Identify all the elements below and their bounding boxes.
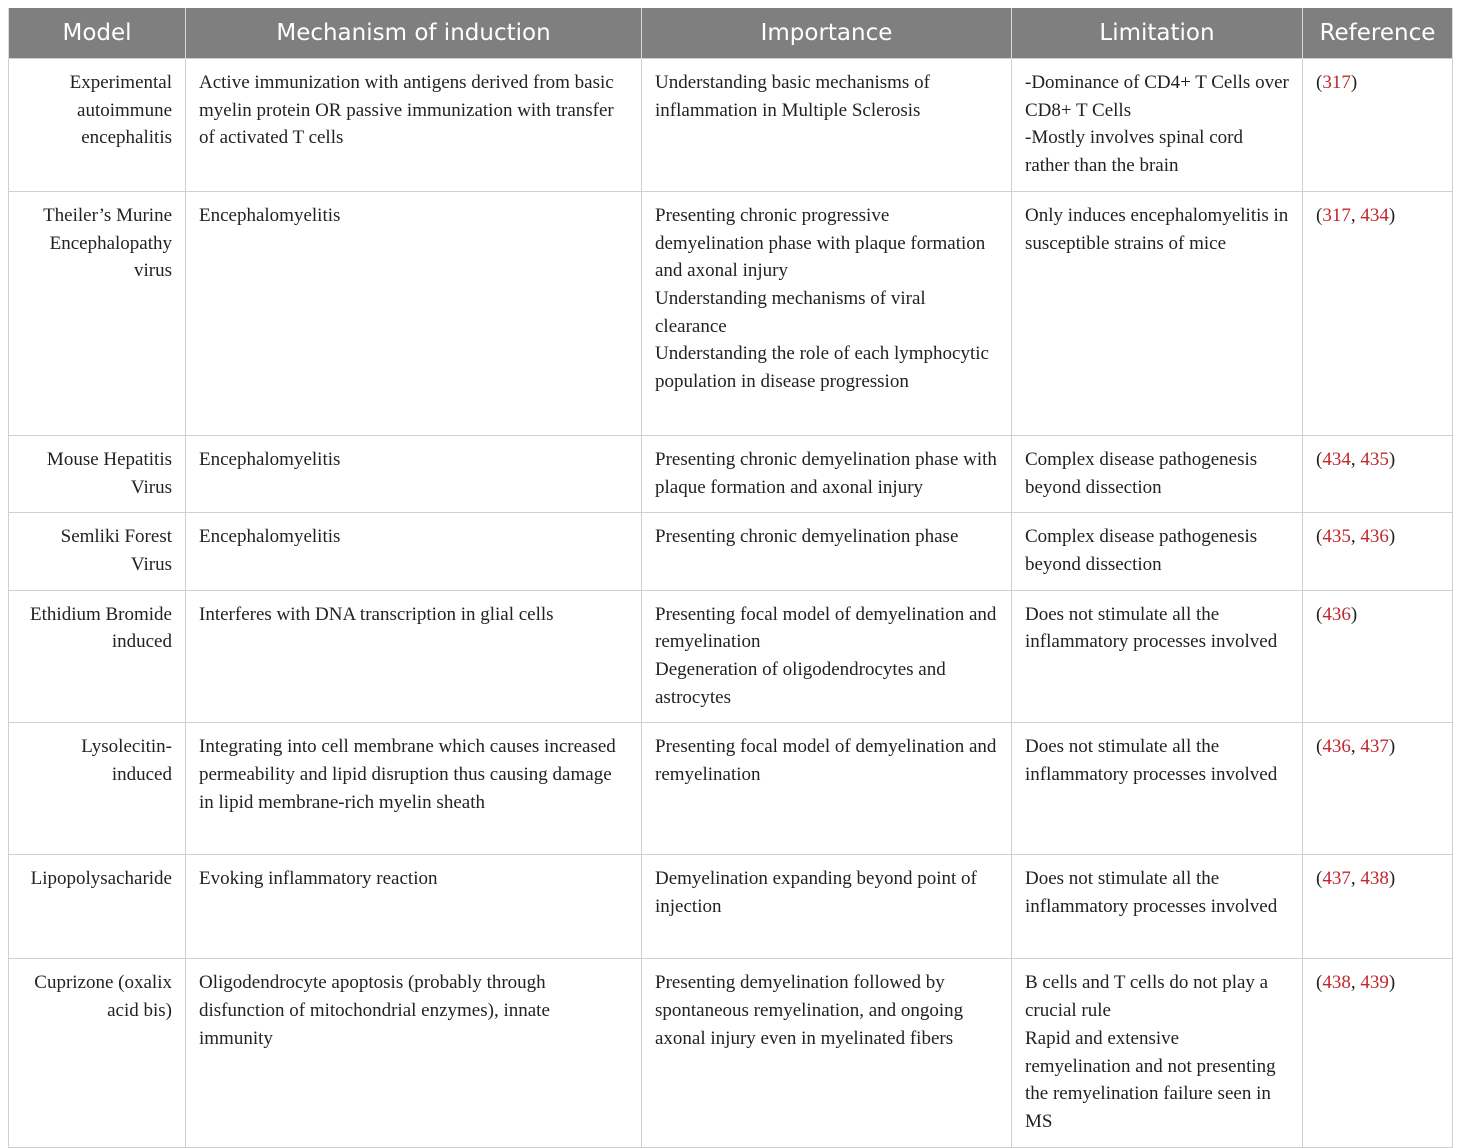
reference-cell: [1303, 959, 1453, 1147]
mechanism-list: [199, 733, 628, 816]
importance-list: [655, 523, 998, 551]
reference-cell: [1303, 435, 1453, 512]
ref-paren-open: (: [1316, 603, 1323, 625]
header-limitation: Limitation: [1012, 8, 1303, 59]
ref-paren-close: ): [1388, 736, 1396, 758]
limitation-cell: [1012, 723, 1303, 855]
reference-link[interactable]: 317: [1322, 72, 1351, 93]
table-row: [9, 59, 1453, 192]
limitation-cell: [1012, 191, 1303, 435]
reference-cell: [1303, 590, 1453, 723]
importance-cell: [642, 435, 1012, 512]
importance-line: Presenting chronic demyelination phase: [655, 526, 959, 548]
mechanism-cell: [186, 590, 642, 723]
importance-cell: [642, 959, 1012, 1147]
reference-cell: [1303, 723, 1453, 855]
importance-list: [655, 969, 998, 1052]
mechanism-line: Evoking inflammatory reaction: [199, 868, 438, 890]
header-mechanism: Mechanism of induction: [186, 8, 642, 59]
mechanism-list: [199, 446, 628, 474]
limitation-line: Complex disease pathogenesis beyond dissection: [1025, 526, 1258, 575]
model-cell: Semliki Forest Virus: [9, 513, 186, 590]
ref-paren-close: ): [1388, 868, 1396, 890]
mechanism-cell: [186, 59, 642, 192]
limitation-list: [1025, 446, 1289, 501]
model-cell: Lysolecitin-induced: [9, 723, 186, 855]
limitation-list: [1025, 733, 1289, 788]
importance-line: Presenting focal model of demyelination and remyelination: [655, 603, 997, 653]
header-reference: Reference: [1303, 8, 1453, 59]
mechanism-list: [199, 202, 628, 230]
ref-separator: ,: [1350, 972, 1361, 994]
mechanism-cell: [186, 723, 642, 855]
table-row: [9, 855, 1453, 959]
ref-paren-close: ): [1350, 72, 1358, 93]
ref-paren-close: ): [1388, 972, 1396, 994]
limitation-list: [1025, 69, 1289, 180]
reference-link[interactable]: 438: [1360, 868, 1389, 890]
importance-line: Presenting chronic demyelination phase with plaque formation and axonal injury: [655, 448, 997, 498]
limitation-line: Does not stimulate all the inflammatory processes involved: [1025, 603, 1278, 653]
mechanism-cell: [186, 855, 642, 959]
mechanism-line: Interferes with DNA transcription in glial cells: [199, 603, 554, 625]
importance-cell: [642, 59, 1012, 192]
importance-list: [655, 865, 998, 920]
table-row: [9, 959, 1453, 1147]
reference-link[interactable]: 317: [1322, 204, 1351, 226]
limitation-line: B cells and T cells do not play a crucial rule: [1025, 972, 1269, 1022]
limitation-line: -Mostly involves spinal cord rather than the brain: [1025, 127, 1243, 177]
reference-link[interactable]: 436: [1322, 736, 1351, 758]
model-cell: Ethidium Bromide induced: [9, 590, 186, 723]
importance-list: [655, 202, 998, 396]
mechanism-list: [199, 865, 628, 893]
ref-paren-close: ): [1388, 448, 1396, 470]
mechanism-cell: [186, 191, 642, 435]
ref-paren-open: (: [1316, 448, 1323, 470]
reference-link[interactable]: 434: [1322, 448, 1351, 470]
importance-line: Degeneration of oligodendrocytes and astrocytes: [655, 659, 946, 708]
models-table: [8, 8, 1453, 1148]
model-cell: Theiler’s Murine Encephalopathy virus: [9, 191, 186, 435]
ref-paren-open: (: [1316, 736, 1323, 758]
limitation-line: Rapid and extensive remyelination and not presenting the remyelination failure seen in MS: [1025, 1027, 1276, 1132]
ref-paren-open: (: [1316, 972, 1323, 994]
mechanism-line: Oligodendrocyte apoptosis (probably through disfunction of mitochondrial enzymes), innate immunity: [199, 972, 550, 1049]
model-cell: Experimental autoimmune encephalitis: [9, 59, 186, 192]
reference-link[interactable]: 436: [1360, 526, 1389, 548]
reference-link[interactable]: 439: [1360, 972, 1389, 994]
mechanism-cell: [186, 959, 642, 1147]
table-container: [8, 8, 1452, 1148]
importance-cell: [642, 723, 1012, 855]
reference-link[interactable]: 435: [1322, 526, 1351, 548]
reference-link[interactable]: 437: [1322, 868, 1351, 890]
reference-cell: [1303, 191, 1453, 435]
table-row: [9, 590, 1453, 723]
importance-line: Understanding mechanisms of viral clearance: [655, 287, 926, 337]
importance-line: Demyelination expanding beyond point of injection: [655, 868, 977, 918]
table-row: [9, 191, 1453, 435]
header-model: Model: [9, 8, 186, 59]
limitation-line: Only induces encephalomyelitis in susceptible strains of mice: [1025, 204, 1289, 254]
table-row: [9, 435, 1453, 512]
limitation-cell: [1012, 855, 1303, 959]
limitation-list: [1025, 969, 1289, 1135]
ref-separator: ,: [1350, 448, 1361, 470]
reference-link[interactable]: 437: [1360, 736, 1389, 758]
mechanism-line: Active immunization with antigens derived from basic myelin protein OR passive immunization with transfer of activated T cells: [199, 72, 614, 149]
limitation-list: [1025, 601, 1289, 656]
ref-separator: ,: [1350, 736, 1361, 758]
importance-cell: [642, 191, 1012, 435]
importance-list: [655, 69, 998, 124]
header-row: [9, 8, 1453, 59]
importance-cell: [642, 590, 1012, 723]
model-cell: Cuprizone (oxalix acid bis): [9, 959, 186, 1147]
reference-cell: [1303, 513, 1453, 590]
limitation-cell: [1012, 513, 1303, 590]
mechanism-list: [199, 601, 628, 629]
importance-line: Understanding the role of each lymphocytic population in disease progression: [655, 343, 989, 393]
importance-cell: [642, 855, 1012, 959]
importance-line: Presenting chronic progressive demyelination phase with plaque formation and axonal injury: [655, 204, 986, 282]
model-cell: Mouse Hepatitis Virus: [9, 435, 186, 512]
table-row: [9, 513, 1453, 590]
importance-line: Presenting demyelination followed by spontaneous remyelination, and ongoing axonal injury even in myelinated fibers: [655, 972, 964, 1049]
mechanism-list: [199, 969, 628, 1052]
limitation-cell: [1012, 59, 1303, 192]
mechanism-line: Encephalomyelitis: [199, 526, 341, 548]
ref-paren-open: (: [1316, 204, 1323, 226]
mechanism-list: [199, 523, 628, 551]
ref-paren-open: (: [1316, 72, 1323, 93]
header-importance: Importance: [642, 8, 1012, 59]
limitation-line: Complex disease pathogenesis beyond dissection: [1025, 448, 1258, 498]
ref-paren-close: ): [1350, 603, 1358, 625]
reference-link[interactable]: 435: [1360, 448, 1389, 470]
ref-paren-close: ): [1388, 526, 1396, 548]
reference-link[interactable]: 438: [1322, 972, 1351, 994]
ref-separator: ,: [1350, 526, 1361, 548]
importance-cell: [642, 513, 1012, 590]
importance-list: [655, 733, 998, 788]
ref-paren-open: (: [1316, 526, 1323, 548]
limitation-line: Does not stimulate all the inflammatory processes involved: [1025, 868, 1278, 918]
mechanism-cell: [186, 513, 642, 590]
limitation-cell: [1012, 590, 1303, 723]
mechanism-line: Encephalomyelitis: [199, 448, 341, 470]
reference-cell: [1303, 855, 1453, 959]
limitation-list: [1025, 865, 1289, 920]
ref-paren-open: (: [1316, 868, 1323, 890]
table-row: [9, 723, 1453, 855]
importance-line: Presenting focal model of demyelination and remyelination: [655, 736, 997, 786]
reference-link[interactable]: 436: [1322, 603, 1351, 625]
importance-line: Understanding basic mechanisms of inflammation in Multiple Sclerosis: [655, 72, 930, 121]
reference-cell: [1303, 59, 1453, 192]
ref-paren-close: ): [1388, 204, 1396, 226]
limitation-line: -Dominance of CD4+ T Cells over CD8+ T Cells: [1025, 72, 1289, 121]
limitation-cell: [1012, 435, 1303, 512]
reference-link[interactable]: 434: [1360, 204, 1389, 226]
limitation-list: [1025, 202, 1289, 257]
ref-separator: ,: [1350, 868, 1361, 890]
limitation-cell: [1012, 959, 1303, 1147]
importance-list: [655, 601, 998, 712]
ref-separator: ,: [1350, 204, 1361, 226]
mechanism-list: [199, 69, 628, 152]
mechanism-cell: [186, 435, 642, 512]
mechanism-line: Encephalomyelitis: [199, 204, 341, 226]
model-cell: Lipopolysacharide: [9, 855, 186, 959]
importance-list: [655, 446, 998, 501]
mechanism-line: Integrating into cell membrane which causes increased permeability and lipid disruption thus causing damage in lipid membrane-rich myelin sheath: [199, 736, 616, 813]
limitation-list: [1025, 523, 1289, 578]
limitation-line: Does not stimulate all the inflammatory processes involved: [1025, 736, 1278, 786]
